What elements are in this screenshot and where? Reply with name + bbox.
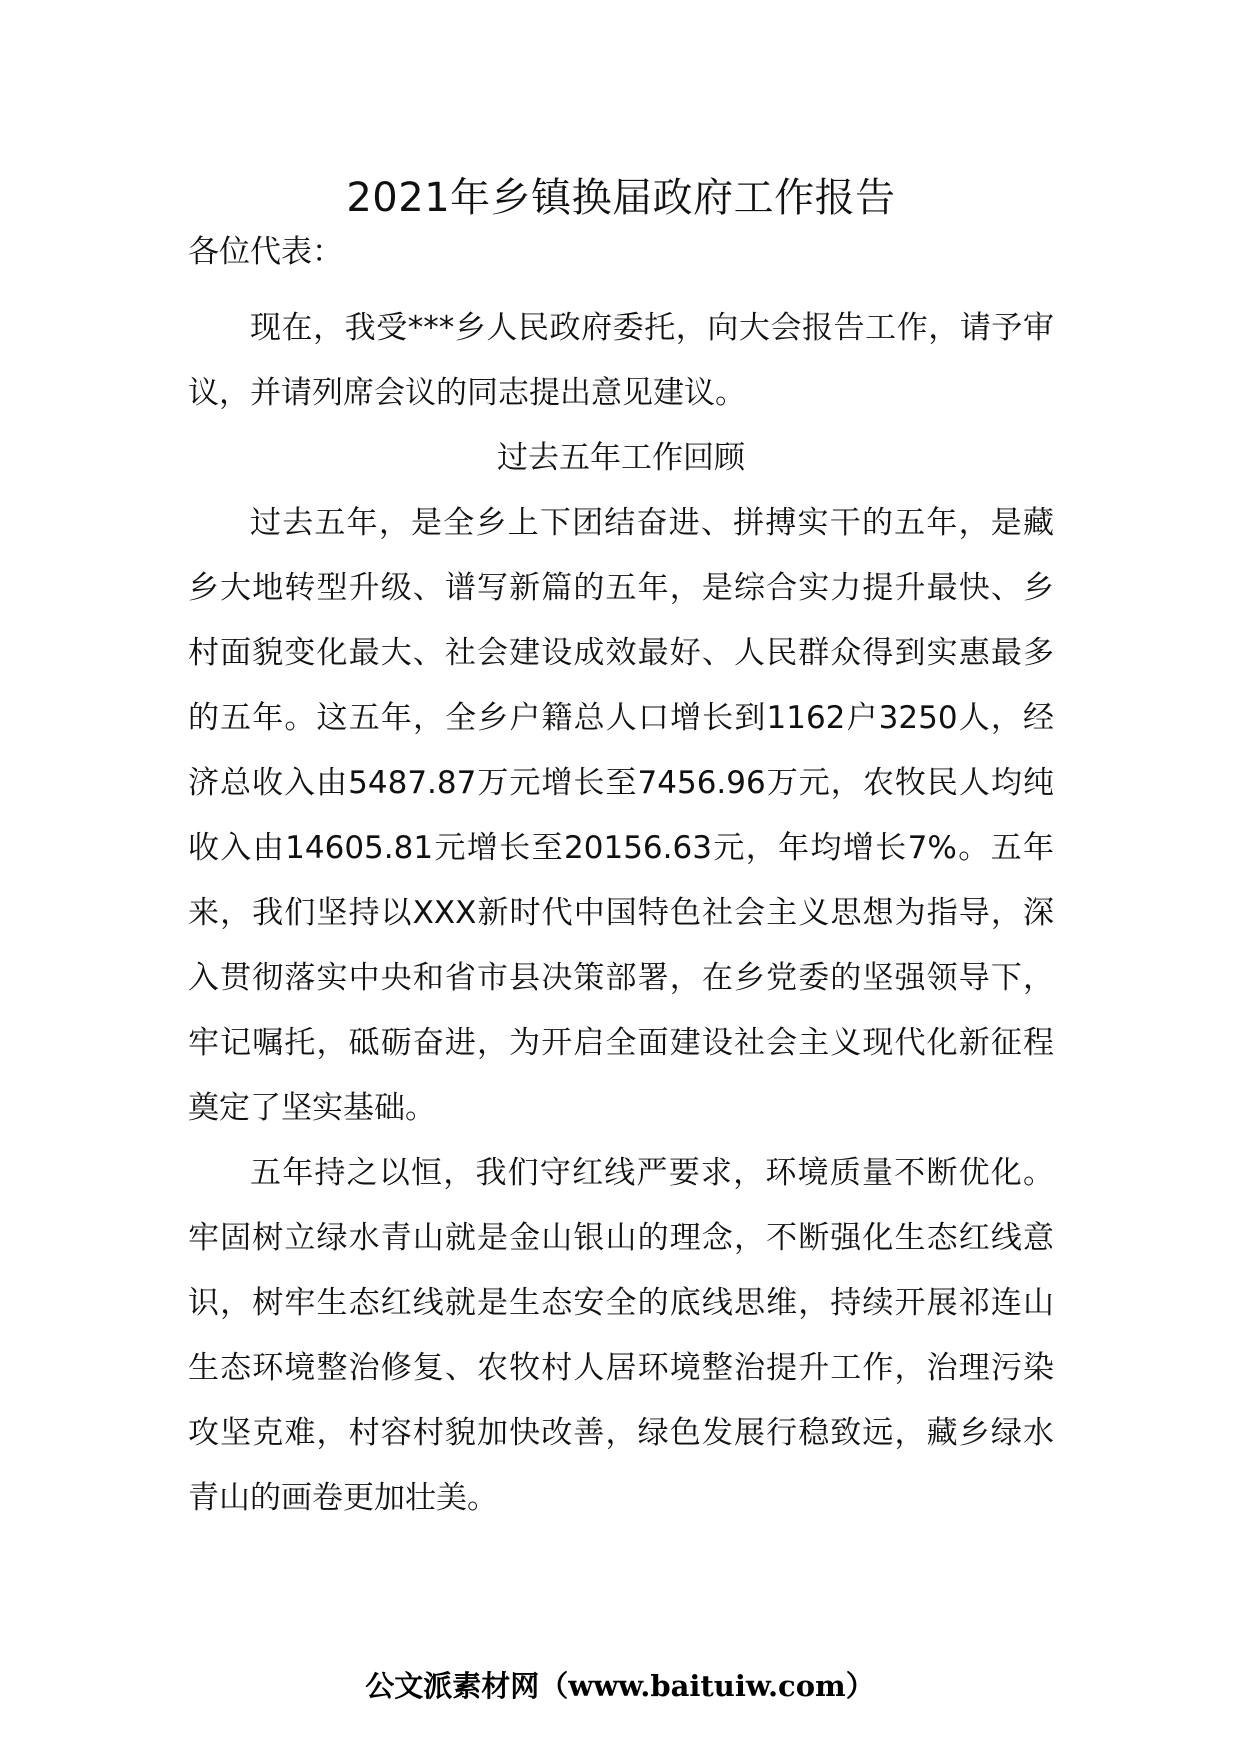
footer-watermark: 公文派素材网（www.baituiw.com） bbox=[365, 1669, 875, 1703]
section-heading: 过去五年工作回顾 bbox=[497, 440, 745, 476]
document-page bbox=[188, 168, 1054, 1543]
review-paragraph-1: 过去五年，是全乡上下团结奋进、拼搏实干的五年，是藏乡大地转型升级、谱写新篇的五年，是综合实力提升最快、乡村面貌变化最大、社会建设成效最好、人民群众得到实惠最多的五年。这五年，全乡户籍总人口增长到1162户3250人，经济总收入由5487.87万元增长至7456.96万元，农牧民人均纯收入由14605.81元增长至20156.63元，年均增长7%。五年来，我们坚持以XXX新时代中国特色社会主义思想为指导，深入贯彻落实中央和省市县决策部署，在乡党委的坚强领导下，牢记嘱托，砥砺奋进，为开启全面建设社会主义现代化新征程奠定了坚实基础。 bbox=[188, 505, 1054, 1126]
intro-paragraph: 现在，我受***乡人民政府委托，向大会报告工作，请予审议，并请列席会议的同志提出意见建议。 bbox=[188, 310, 1054, 411]
review-paragraph-2: 五年持之以恒，我们守红线严要求，环境质量不断优化。牢固树立绿水青山就是金山银山的理念，不断强化生态红线意识，树牢生态红线就是生态安全的底线思维，持续开展祁连山生态环境整治修复、农牧村人居环境整治提升工作，治理污染攻坚克难，村容村貌加快改善，绿色发展行稳致远，藏乡绿水青山的画卷更加壮美。 bbox=[188, 1155, 1054, 1516]
salutation: 各位代表： bbox=[188, 234, 343, 270]
document-title: 2021年乡镇换届政府工作报告 bbox=[346, 175, 896, 221]
